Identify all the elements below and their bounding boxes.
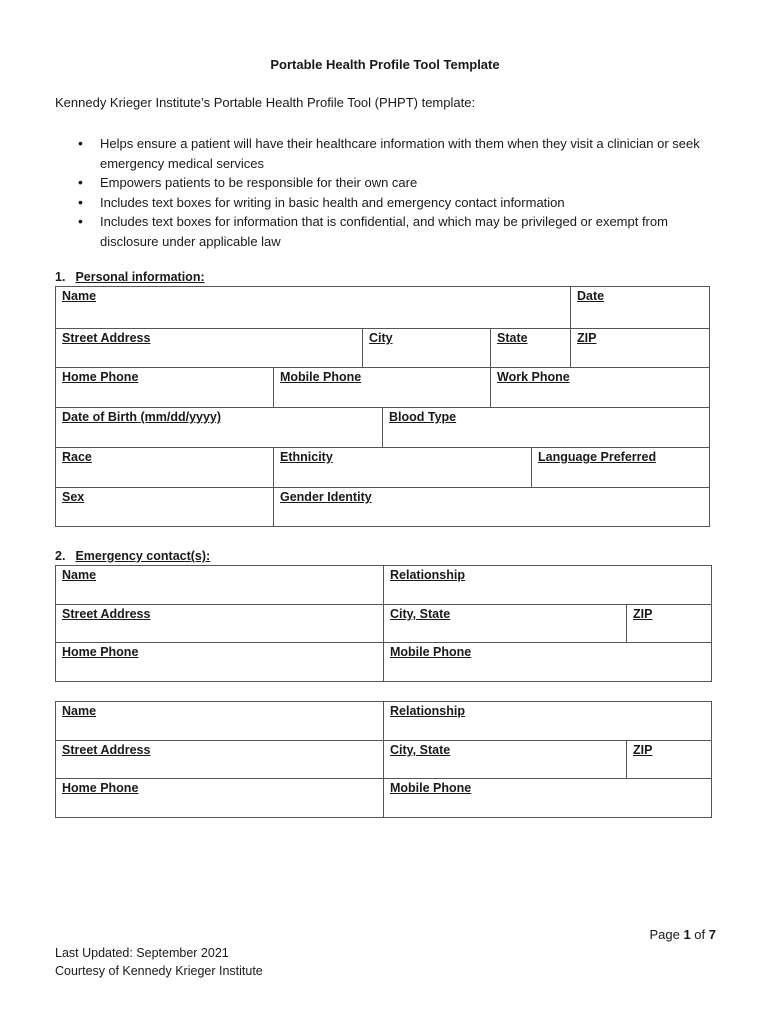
contact-mobile-phone-field[interactable] — [383, 778, 712, 818]
section-personal-heading — [55, 270, 205, 284]
last-updated: Last Updated: September 2021 — [55, 946, 229, 960]
contact-city-state-label: City, State — [390, 607, 451, 621]
language-field[interactable] — [531, 447, 710, 488]
section-title: Personal information: — [75, 270, 205, 284]
contact-name-label: Name — [62, 704, 97, 718]
list-item: • Empowers patients to be responsible for their own care — [78, 173, 728, 193]
zip-label: ZIP — [577, 331, 597, 345]
contact-home-phone-label: Home Phone — [62, 645, 139, 659]
contact-home-phone-field[interactable] — [55, 642, 384, 682]
ethnicity-label: Ethnicity — [280, 450, 333, 464]
gender-identity-field[interactable] — [273, 487, 710, 527]
intro-text: Kennedy Krieger Institute’s Portable Health Profile Tool (PHPT) template: — [55, 95, 476, 110]
list-item: • Helps ensure a patient will have their healthcare information with them when they visit a clinician or seek emergency medical services — [78, 134, 728, 173]
contact-zip-label: ZIP — [633, 743, 653, 757]
name-label: Name — [62, 289, 97, 303]
section-number: 2. — [55, 549, 66, 563]
contact-home-phone-field[interactable] — [55, 778, 384, 818]
race-label: Race — [62, 450, 92, 464]
state-field[interactable] — [490, 328, 571, 368]
city-label: City — [369, 331, 393, 345]
contact-home-phone-label: Home Phone — [62, 781, 139, 795]
relationship-label: Relationship — [390, 568, 466, 582]
date-field[interactable] — [570, 286, 710, 329]
dob-field[interactable] — [55, 407, 383, 448]
work-phone-field[interactable] — [490, 367, 710, 408]
contact-mobile-phone-label: Mobile Phone — [390, 781, 472, 795]
state-label: State — [497, 331, 528, 345]
date-label: Date — [577, 289, 605, 303]
list-item: • Includes text boxes for writing in basic health and emergency contact information — [78, 193, 728, 213]
contact-zip-field[interactable] — [626, 604, 712, 643]
street-address-label: Street Address — [62, 331, 151, 345]
work-phone-label: Work Phone — [497, 370, 570, 384]
contact-street-field[interactable] — [55, 740, 384, 779]
contact-street-label: Street Address — [62, 607, 151, 621]
mobile-phone-field[interactable] — [273, 367, 491, 408]
ethnicity-field[interactable] — [273, 447, 532, 488]
gender-identity-label: Gender Identity — [280, 490, 372, 504]
list-item: • Includes text boxes for information that is confidential, and which may be privileged or exempt from disclosure under applicable law — [78, 212, 728, 251]
page-current: 1 — [683, 927, 691, 942]
name-field[interactable] — [55, 286, 571, 329]
sex-label: Sex — [62, 490, 85, 504]
language-label: Language Preferred — [538, 450, 657, 464]
feature-list — [78, 134, 728, 251]
page-of: of — [694, 927, 706, 942]
city-field[interactable] — [362, 328, 491, 368]
contact-city-state-label: City, State — [390, 743, 451, 757]
contact-name-field[interactable] — [55, 565, 384, 605]
blood-type-field[interactable] — [382, 407, 710, 448]
contact-city-state-field[interactable] — [383, 740, 627, 779]
contact-street-label: Street Address — [62, 743, 151, 757]
sex-field[interactable] — [55, 487, 274, 527]
zip-field[interactable] — [570, 328, 710, 368]
street-address-field[interactable] — [55, 328, 363, 368]
relationship-label: Relationship — [390, 704, 466, 718]
page-prefix: Page — [649, 927, 680, 942]
footer — [55, 944, 263, 980]
contact-mobile-phone-label: Mobile Phone — [390, 645, 472, 659]
home-phone-field[interactable] — [55, 367, 274, 408]
blood-type-label: Blood Type — [389, 410, 457, 424]
contact-street-field[interactable] — [55, 604, 384, 643]
courtesy-line: Courtesy of Kennedy Krieger Institute — [55, 964, 263, 978]
race-field[interactable] — [55, 447, 274, 488]
contact-city-state-field[interactable] — [383, 604, 627, 643]
home-phone-label: Home Phone — [62, 370, 139, 384]
contact-name-label: Name — [62, 568, 97, 582]
contact-zip-label: ZIP — [633, 607, 653, 621]
contact-mobile-phone-field[interactable] — [383, 642, 712, 682]
section-emergency-heading — [55, 549, 210, 563]
relationship-field[interactable] — [383, 701, 712, 741]
document-title: Portable Health Profile Tool Template — [270, 57, 500, 72]
page-number — [649, 927, 716, 942]
mobile-phone-label: Mobile Phone — [280, 370, 362, 384]
contact-zip-field[interactable] — [626, 740, 712, 779]
section-number: 1. — [55, 270, 66, 284]
contact-name-field[interactable] — [55, 701, 384, 741]
page-total: 7 — [708, 927, 716, 942]
section-title: Emergency contact(s): — [75, 549, 211, 563]
relationship-field[interactable] — [383, 565, 712, 605]
dob-label: Date of Birth (mm/dd/yyyy) — [62, 410, 222, 424]
